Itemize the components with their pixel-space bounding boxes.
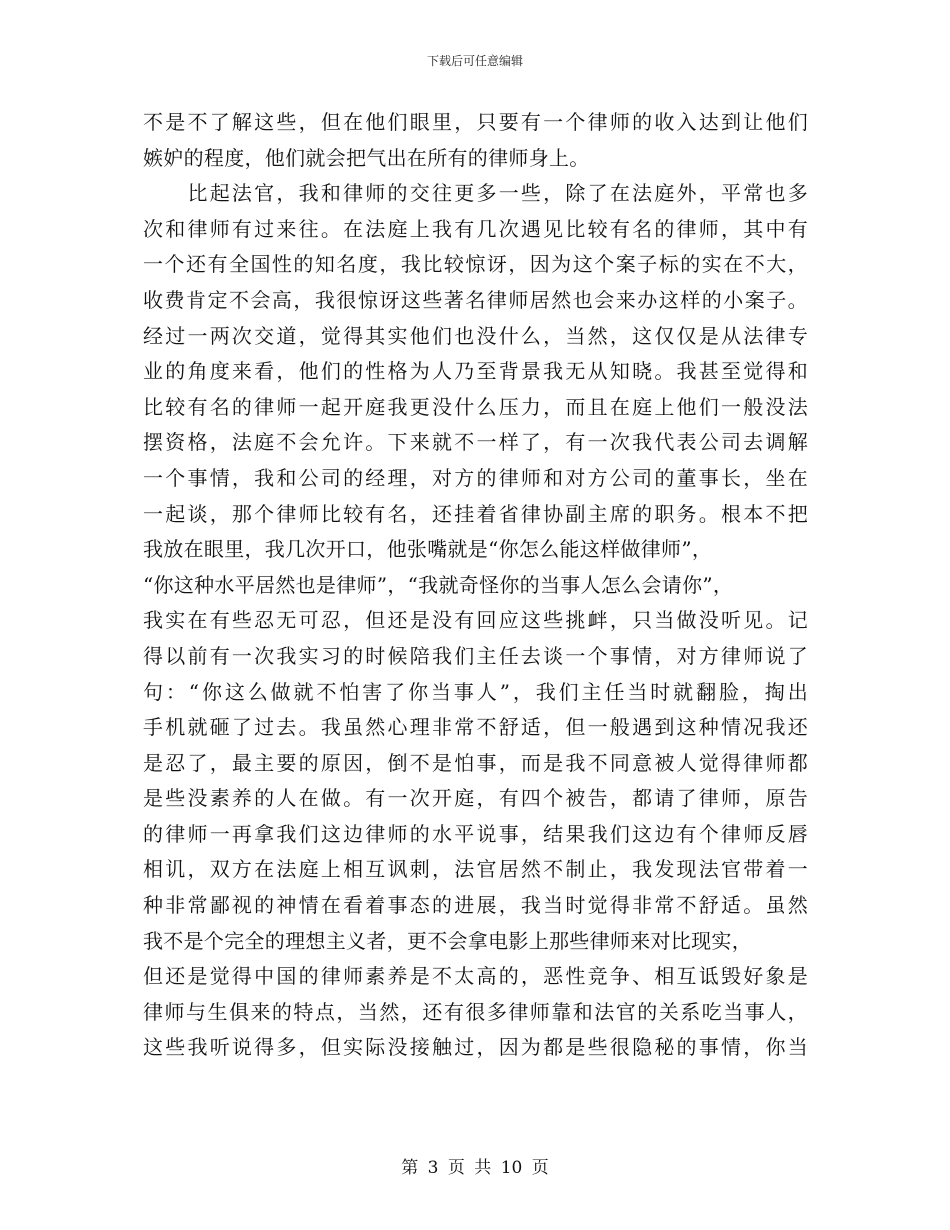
text-line: 是忍了，最主要的原因，倒不是怕事，而是我不同意被人觉得律师都	[143, 750, 808, 775]
text-line: 手机就砸了过去。我虽然心理非常不舒适，但一般遇到这种情况我还	[143, 715, 808, 740]
text-line: 种非常鄙视的神情在看着事态的进展，我当时觉得非常不舒适。虽然	[143, 893, 808, 918]
text-line: 收费肯定不会高，我很惊讶这些著名律师居然也会来办这样的小案子。	[143, 287, 808, 312]
text-line: 业的角度来看，他们的性格为人乃至背景我无从知晓。我甚至觉得和	[143, 359, 808, 384]
text-line: 句：“你这么做就不怕害了你当事人”，我们主任当时就翻脸，掏出	[143, 679, 808, 704]
text-line: 嫉妒的程度，他们就会把气出在所有的律师身上。	[143, 145, 590, 170]
text-line: 但还是觉得中国的律师素养是不太高的，恶性竞争、相互诋毁好象是	[143, 964, 808, 989]
text-line: 律师与生俱来的特点，当然，还有很多律师靠和法官的关系吃当事人，	[143, 999, 808, 1024]
page-footer: 第 3 页 共 10 页	[401, 1158, 549, 1178]
page-header: 下载后可任意编辑	[426, 54, 523, 68]
text-line: 我实在有些忍无可忍，但还是没有回应这些挑衅，只当做没听见。记	[143, 608, 808, 633]
text-line: 这些我听说得多，但实际没接触过，因为都是些很隐秘的事情，你当	[143, 1035, 808, 1060]
text-line: “你这种水平居然也是律师”，“我就奇怪你的当事人怎么会请你”，	[143, 572, 734, 597]
text-line: 的律师一再拿我们这边律师的水平说事，结果我们这边有个律师反唇	[143, 821, 808, 846]
text-line: 摆资格，法庭不会允许。下来就不一样了，有一次我代表公司去调解	[143, 430, 808, 455]
text-line: 不是不了解这些，但在他们眼里，只要有一个律师的收入达到让他们	[143, 110, 808, 134]
text-line: 得以前有一次我实习的时候陪我们主任去谈一个事情，对方律师说了	[143, 643, 808, 668]
text-line: 比较有名的律师一起开庭我更没什么压力，而且在庭上他们一般没法	[143, 394, 808, 419]
text-line: 比起法官，我和律师的交往更多一些，除了在法庭外，平常也多	[143, 181, 808, 206]
text-line: 我放在眼里，我几次开口，他张嘴就是“你怎么能这样做律师”，	[143, 537, 713, 562]
text-line: 相讥，双方在法庭上相互讽刺，法官居然不制止，我发现法官带着一	[143, 857, 808, 882]
text-line: 一个事情，我和公司的经理，对方的律师和对方公司的董事长，坐在	[143, 465, 808, 490]
text-line: 次和律师有过来往。在法庭上我有几次遇见比较有名的律师，其中有	[143, 216, 808, 241]
text-line: 我不是个完全的理想主义者，更不会拿电影上那些律师来对比现实，	[143, 928, 752, 953]
text-line: 一个还有全国性的知名度，我比较惊讶，因为这个案子标的实在不大，	[143, 252, 808, 277]
text-line: 是些没素养的人在做。有一次开庭，有四个被告，都请了律师，原告	[143, 786, 808, 811]
text-line: 一起谈，那个律师比较有名，还挂着省律协副主席的职务。根本不把	[143, 501, 808, 526]
body-text	[143, 105, 808, 1066]
text-line: 经过一两次交道，觉得其实他们也没什么，当然，这仅仅是从法律专	[143, 323, 808, 348]
